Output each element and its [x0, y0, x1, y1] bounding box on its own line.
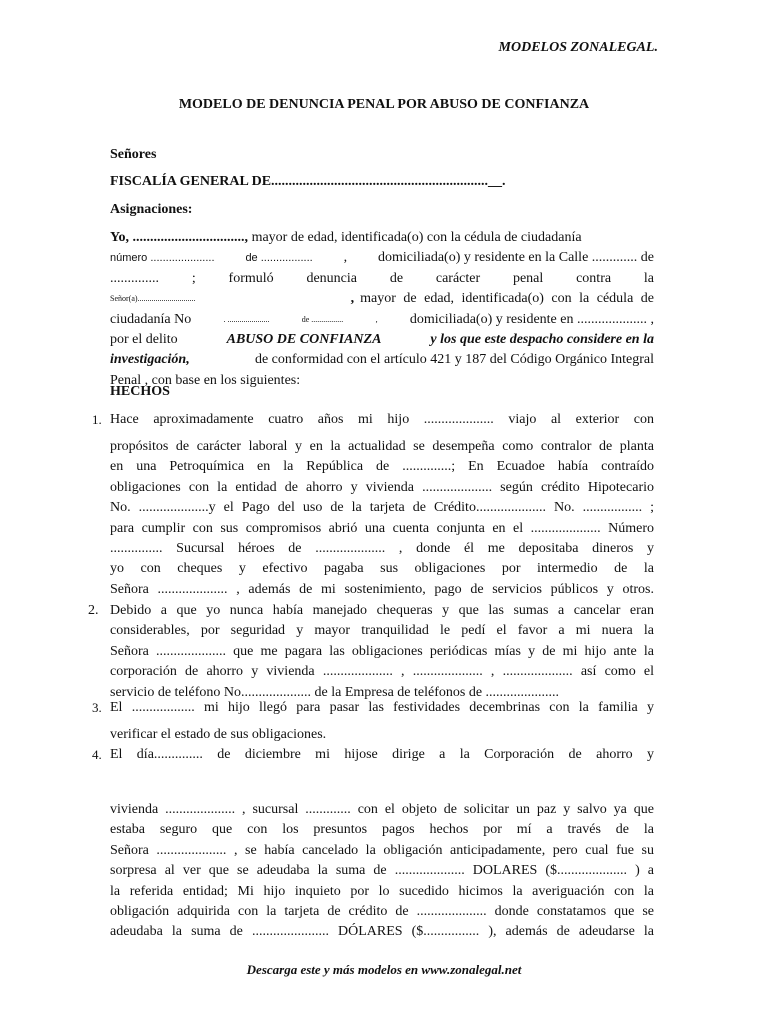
fact-line: Hace aproximadamente cuatro años mi hijo .................... viajo al exterior con — [110, 412, 654, 427]
intro-text: de conformidad con el artículo 421 y 187 del Código Orgánico Integral — [254, 352, 654, 368]
intro-text: domiciliada(o) y residente en la Calle ............. de — [377, 250, 654, 266]
addressee: FISCALÍA GENERAL DE..............................................................__. — [110, 174, 506, 189]
intro-text: de ................ — [301, 314, 344, 324]
fact-line: No. ....................y el Pago del uso de la tarjeta de Crédito.................... No. ................. ; — [110, 500, 654, 516]
fact-line: para cumplir con sus compromisos abrió una cuenta conjunta en el .................... Número — [110, 520, 654, 536]
intro-text: ABUSO DE CONFIANZA — [226, 332, 382, 348]
intro-line: Penal , con base en los siguientes: — [110, 372, 301, 388]
fact-line: propósitos de carácter laboral y en la actualidad se desempeña como contralor de planta — [110, 439, 654, 454]
intro-line — [110, 228, 654, 248]
intro-line — [110, 310, 654, 330]
intro-line — [110, 289, 654, 309]
list-number: 3. — [92, 700, 102, 715]
intro-text: por el delito — [110, 332, 178, 348]
intro-text: número ..................... — [110, 252, 215, 265]
fact-line: adeudaba la suma de ...................... DÓLARES ($................ ), además de adeudarse la — [110, 924, 654, 940]
document-title: MODELO DE DENUNCIA PENAL POR ABUSO DE CONFIANZA — [178, 97, 590, 112]
intro-line — [110, 330, 654, 350]
intro-text: mayor de edad, identificada(o) con la cédula de — [360, 291, 654, 307]
fact-line: estaba seguro que con los presuntos pagos hechos por mí a través de la — [110, 822, 654, 838]
fact-line: yo con cheques y efectivo pagaba sus obligaciones por intermedio de la — [110, 561, 654, 577]
fact-item-1-cont — [110, 437, 654, 600]
intro-line — [110, 350, 654, 370]
fact-line: corporación de ahorro y vivienda .................... , .................... , .................... así como el — [110, 664, 654, 680]
fact-line: la referida entidad; Mi hijo inquieto por lo sucedido hicimos la averiguación con la — [110, 883, 654, 899]
fact-item-4-cont — [110, 800, 654, 943]
fact-item-3-cont — [110, 725, 654, 745]
intro-text: , — [375, 314, 378, 324]
intro-text: y los que este despacho considere en la — [430, 332, 654, 348]
fact-item-4 — [110, 745, 654, 765]
facts-heading: HECHOS — [110, 384, 170, 399]
list-number: 4. — [92, 747, 102, 762]
fact-item-2 — [110, 601, 654, 703]
fact-line: verificar el estado de sus obligaciones. — [110, 727, 327, 742]
fact-line: sorpresa al ver que se adeudaba la suma de .................... DOLARES ($.................... ) a — [110, 863, 654, 879]
intro-text: mayor de edad, identificada(o) con la cédula de ciudadanía — [248, 230, 582, 245]
intro-text: . ..................... — [223, 314, 270, 324]
fact-line: Señora .................... que me pagara las obligaciones periódicas mías y de mi hijo ante la — [110, 643, 654, 659]
intro-text: domiciliada(o) y residente en .................... , — [409, 311, 654, 327]
intro-text: Señor(a)............................. — [110, 294, 196, 304]
intro-text: ciudadanía No — [110, 311, 192, 327]
fact-line: Señora .................... , se había cancelado la obligación anticipadamente, pero cual fue su — [110, 842, 654, 858]
fact-line: Debido a que yo nunca había manejado chequeras y que las sumas a cancelar eran — [110, 603, 654, 618]
intro-text: , — [343, 250, 348, 266]
fact-line: obligación adquirida con la tarjeta de crédito de .................... donde constatamos que se — [110, 904, 654, 920]
salutation: Señores — [110, 147, 157, 162]
fact-line: considerables, por seguridad y mayor tranquilidad le pedí el favor a mi nuera la — [110, 623, 654, 639]
fact-line: servicio de teléfono No.................... de la Empresa de teléfonos de ..................... — [110, 684, 560, 700]
fact-item-1 — [110, 410, 654, 430]
fact-line: El .................. mi hijo llegó para pasar las festividades decembrinas con la familia y — [110, 700, 654, 715]
brand-header: MODELOS ZONALEGAL. — [498, 40, 658, 55]
intro-line — [110, 248, 654, 268]
download-footer: Descarga este y más modelos en www.zonalegal.net — [246, 962, 522, 977]
fact-line: ............... Sucursal héroes de .................... , donde él me depositaba dineros y — [110, 541, 654, 557]
intro-text: de ................. — [245, 252, 313, 265]
list-number: 2. — [88, 603, 99, 618]
intro-paragraph — [110, 228, 654, 391]
intro-text: Yo, ................................, — [110, 230, 249, 245]
list-number: 1. — [92, 412, 102, 427]
fact-line: en una Petroquímica en la República de ..............; En Ecuadoe había contraído — [110, 459, 654, 475]
fact-line: vivienda .................... , sucursal ............. con el objeto de solicitar un paz y salvo ya que — [110, 802, 654, 817]
fact-line: El día.............. de diciembre mi hijose dirige a la Corporación de ahorro y — [110, 747, 654, 762]
fact-item-3 — [110, 698, 654, 718]
intro-text: investigación, — [110, 352, 190, 368]
intro-text: , — [350, 291, 355, 307]
assignments-label: Asignaciones: — [110, 202, 193, 217]
intro-line: .............. ; formuló denuncia de carácter penal contra la — [110, 270, 654, 286]
fact-line: Señora .................... , además de mi sostenimiento, pago de servicios públicos y otros. — [110, 581, 654, 597]
fact-line: obligaciones con la entidad de ahorro y vivienda .................... según crédito Hipotecario — [110, 479, 654, 495]
